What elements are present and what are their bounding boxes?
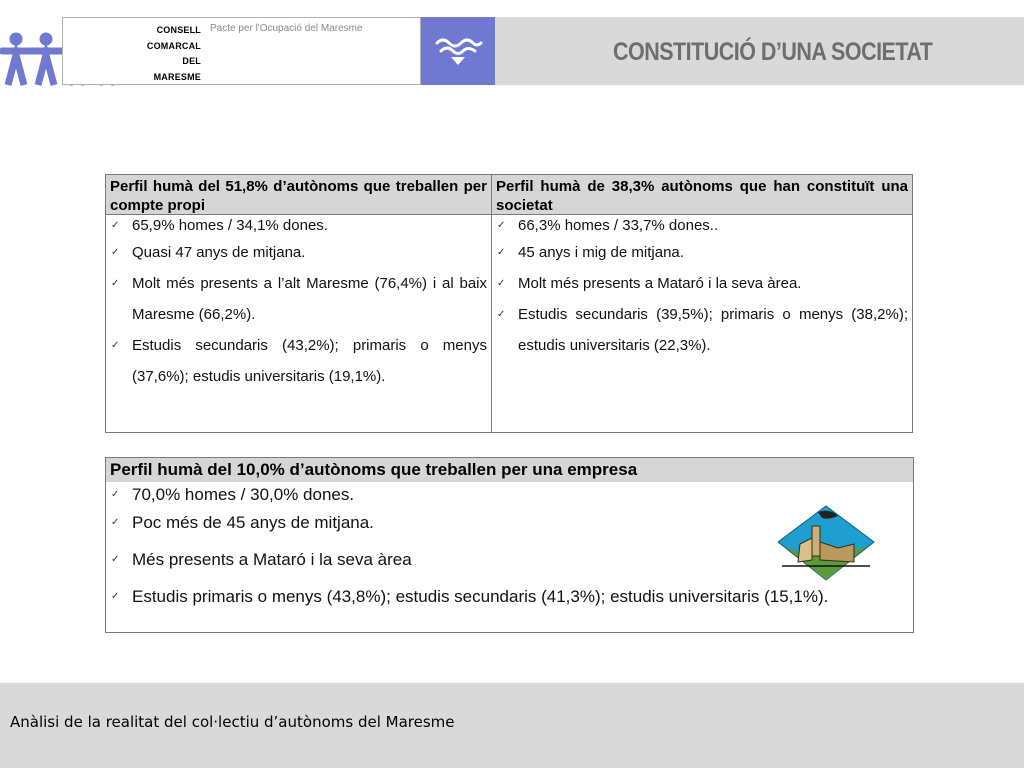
factory-icon (778, 504, 878, 584)
check-icon: ✓ (111, 489, 120, 500)
profile-column-self-employed (106, 175, 492, 432)
list-item: ✓ Molt més presents a Mataró i la seva àrea. (492, 268, 912, 299)
list-item: ✓ Estudis secundaris (43,2%); primaris o menys (37,6%); estudis universitaris (19,1%). (106, 330, 491, 392)
check-icon: ✓ (111, 278, 120, 289)
council-logo-box (62, 17, 208, 85)
council-line: MARESME (153, 71, 201, 82)
profile-table-employed (105, 457, 914, 633)
waves-logo-icon (421, 17, 495, 85)
profile-column-company-founders (492, 175, 912, 432)
footer-text: Anàlisi de la realitat del col·lectiu d’autònoms del Maresme (10, 713, 455, 731)
pacte-label: Pacte per l'Ocupació del Maresme (210, 23, 363, 34)
check-icon: ✓ (111, 554, 120, 565)
column-heading: Perfil humà del 51,8% d’autònoms que treballen per compte propi (106, 175, 491, 215)
page-footer (0, 683, 1024, 768)
people-logo-icon (0, 17, 62, 85)
check-icon: ✓ (497, 247, 506, 258)
column-heading: Perfil humà de 38,3% autònoms que han constituït una societat (492, 175, 912, 215)
list-item: ✓ Quasi 47 anys de mitjana. (106, 237, 491, 268)
list-item: ✓ Estudis primaris o menys (43,8%); estudis secundaris (41,3%); estudis universitaris (15,1%). (106, 584, 913, 621)
page-title: CONSTITUCIÓ D’UNA SOCIETAT (612, 38, 932, 66)
title-bar (495, 17, 1024, 85)
council-line: CONSELL (156, 25, 201, 35)
list-item: ✓ 66,3% homes / 33,7% dones.. (492, 215, 912, 237)
list-item: ✓ 45 anys i mig de mitjana. (492, 237, 912, 268)
list-item: ✓ Molt més presents a l’alt Maresme (76,4%) i al baix Maresme (66,2%). (106, 268, 491, 330)
check-icon: ✓ (111, 591, 120, 602)
check-icon: ✓ (497, 220, 506, 231)
table-heading: Perfil humà del 10,0% d’autònoms que treballen per una empresa (106, 458, 913, 482)
council-line: DEL (182, 56, 201, 66)
check-icon: ✓ (111, 340, 120, 351)
check-icon: ✓ (111, 517, 120, 528)
council-line: COMARCAL (146, 40, 201, 51)
list-item: ✓ Estudis secundaris (39,5%); primaris o menys (38,2%); estudis universitaris (22,3%). (492, 299, 912, 361)
check-icon: ✓ (111, 220, 120, 231)
pacte-box (206, 17, 421, 85)
check-icon: ✓ (497, 309, 506, 320)
check-icon: ✓ (497, 278, 506, 289)
list-item: ✓ Poc més de 45 anys de mitjana. (106, 510, 913, 547)
profile-table-top (105, 174, 913, 433)
page-header (0, 17, 1024, 85)
list-item: ✓ 70,0% homes / 30,0% dones. (106, 482, 913, 510)
list-item: ✓ Més presents a Mataró i la seva àrea (106, 547, 913, 584)
list-item: ✓ 65,9% homes / 34,1% dones. (106, 215, 491, 237)
check-icon: ✓ (111, 247, 120, 258)
